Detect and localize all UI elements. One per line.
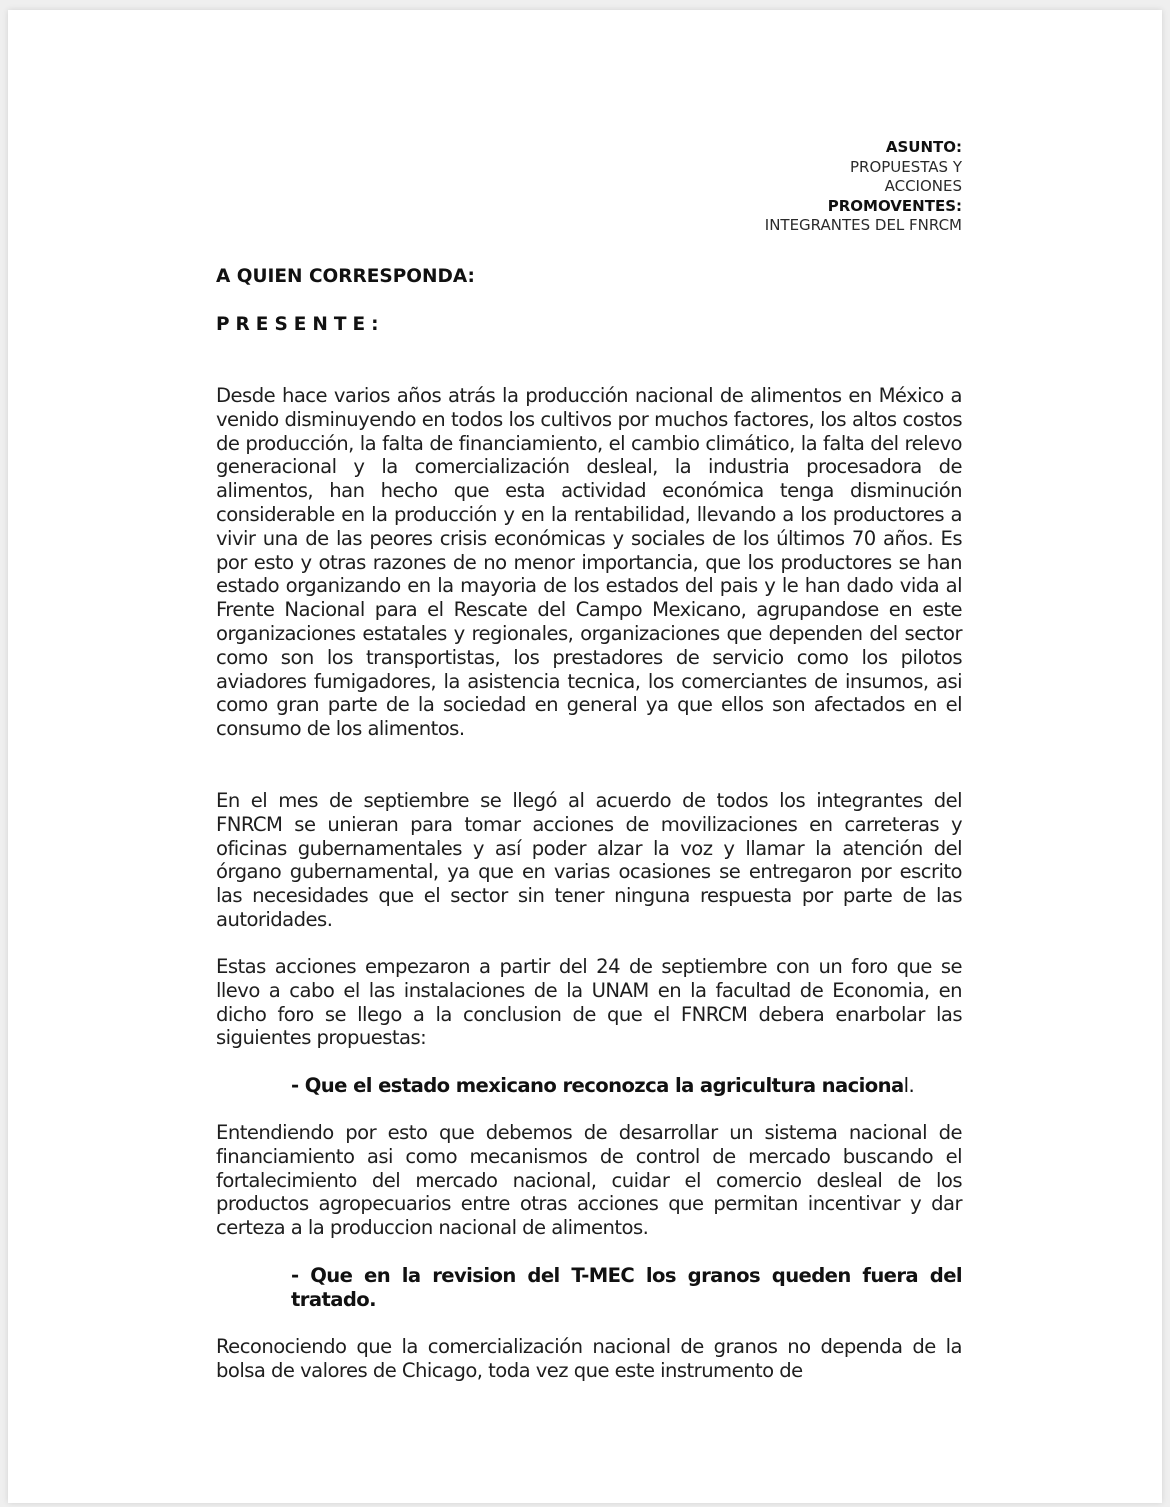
document-page [8,10,1162,1503]
presente-heading: PRESENTE: [216,314,385,335]
paragraph-actions: Estas acciones empezaron a partir del 24 de septiembre con un foro que se llevo a cabo el las instalaciones de la UNAM en la facultad de Economia, en dicho foro se llego a la conclusion de que el FNRCM debera enarbolar las siguientes propuestas: [216,955,962,1050]
promoventes-value: INTEGRANTES DEL FNRCM [764,216,962,234]
paragraph-intro: Desde hace varios años atrás la producción nacional de alimentos en México a venido disminuyendo en todos los cultivos por muchos factores, los altos costos de producción, la falta de financiamiento, el cambio climático, la falta del relevo generacional y la comercialización desleal, la industria procesadora de alimentos, han hecho que esta actividad económica tenga disminución considerable en la producción y en la rentabilidad, llevando a los productores a vivir una de las peores crisis económicas y sociales de los últimos 70 años. Es por esto y otras razones de no menor importancia, que los productores se han estado organizando en la mayoria de los estados del pais y le han dado vida al Frente Nacional para el Rescate del Campo Mexicano, agrupandose en este organizaciones estatales y regionales, organizaciones que dependen del sector como son los transportistas, los prestadores de servicio como los pilotos aviadores fumigadores, la asistencia tecnica, los comerciantes de insumos, asi como gran parte de la sociedad en general ya que ellos son afectados en el consumo de los alimentos. [216,384,962,741]
salutation: A QUIEN CORRESPONDA: [216,266,475,287]
proposal-item [291,1264,962,1312]
paragraph-september: En el mes de septiembre se llegó al acuerdo de todos los integrantes del FNRCM se unieran para tomar acciones de movilizaciones en carreteras y oficinas gubernamentales y así poder alzar la voz y llamar la atención del órgano gubernamental, ya que en varias ocasiones se entregaron por escrito las necesidades que el sector sin tener ninguna respuesta por parte de las autoridades. [216,789,962,931]
proposal-item [291,1074,962,1098]
subject-header [765,138,962,236]
asunto-label: ASUNTO: [885,138,962,156]
paragraph-grains: Reconociendo que la comercialización nacional de granos no dependa de la bolsa de valores de Chicago, toda vez que este instrumento de [216,1335,962,1382]
asunto-value: PROPUESTAS Y ACCIONES [849,157,962,195]
proposal-tail-text: l. [903,1074,915,1097]
proposal-bold-text: - Que en la revision del T-MEC los granos queden fuera del tratado. [291,1264,962,1311]
paragraph-financing: Entendiendo por esto que debemos de desarrollar un sistema nacional de financiamiento asi como mecanismos de control de mercado buscando el fortalecimiento del mercado nacional, cuidar el comercio desleal de los productos agropecuarios entre otras acciones que permitan incentivar y dar certeza a la produccion nacional de alimentos. [216,1121,962,1240]
promoventes-label: PROMOVENTES: [827,196,962,215]
proposal-bold-text: - Que el estado mexicano reconozca la agricultura naciona [291,1074,904,1097]
